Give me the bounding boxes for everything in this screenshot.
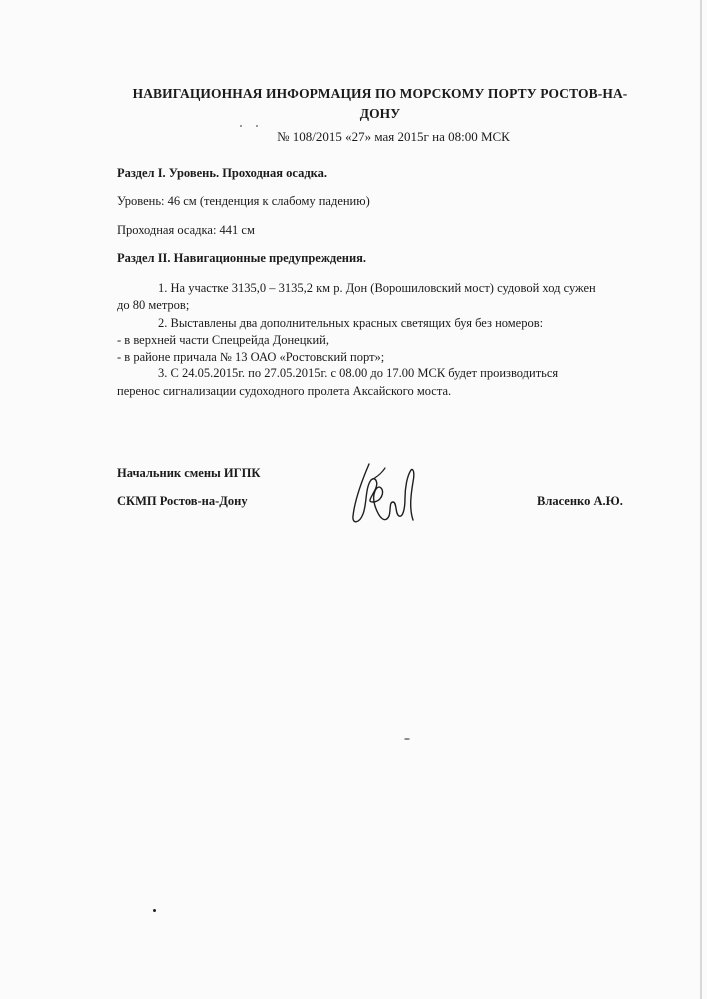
scan-speck: [256, 125, 258, 127]
warning-item3-line2: перенос сигнализации судоходного пролета Аксайского моста.: [117, 384, 452, 398]
scan-speck: [153, 909, 156, 912]
warning-item1-line1: 1. На участке 3135,0 – 3135,2 км р. Дон (Ворошиловский мост) судовой ход сужен: [158, 281, 596, 295]
signer-position-line1: Начальник смены ИГПК: [117, 466, 261, 480]
scan-speck: [404, 738, 410, 740]
handwritten-signature-icon: [345, 458, 425, 530]
section2-heading: Раздел II. Навигационные предупреждения.: [117, 251, 367, 265]
level-text: Уровень: 46 см (тенденция к слабому падению): [117, 194, 370, 208]
signer-position-line2: СКМП Ростов-на-Дону: [117, 494, 248, 508]
draft-text: Проходная осадка: 441 см: [117, 223, 255, 237]
document-subtitle: № 108/2015 «27» мая 2015г на 08:00 МСК: [277, 129, 510, 144]
scan-edge: [700, 0, 702, 999]
document-title: НАВИГАЦИОННАЯ ИНФОРМАЦИЯ ПО МОРСКОМУ ПОРТУ РОСТОВ-НА-ДОНУ: [132, 86, 628, 121]
warning-item2-sub1: - в верхней части Спецрейда Донецкий,: [117, 333, 329, 347]
signer-name: Власенко А.Ю.: [537, 494, 623, 508]
warning-item1-line2: до 80 метров;: [117, 298, 190, 312]
warning-item3-line1: 3. С 24.05.2015г. по 27.05.2015г. с 08.00 до 17.00 МСК будет производиться: [158, 366, 559, 380]
warning-item2-sub2: - в районе причала № 13 ОАО «Ростовский порт»;: [117, 350, 385, 364]
warning-item2: 2. Выставлены два дополнительных красных светящих буя без номеров:: [158, 316, 544, 330]
section1-heading: Раздел I. Уровень. Проходная осадка.: [117, 166, 328, 180]
scan-speck: [240, 125, 242, 127]
